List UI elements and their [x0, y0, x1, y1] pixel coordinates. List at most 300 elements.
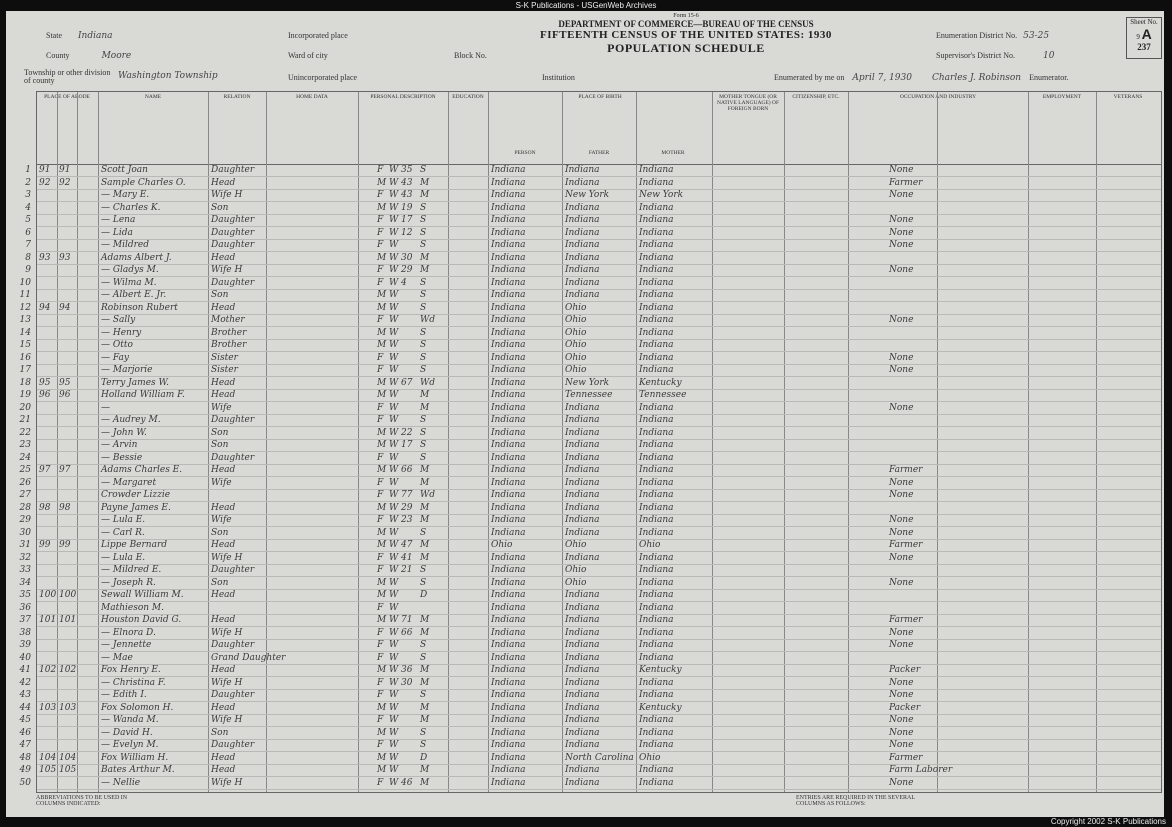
cell-rel: Head — [211, 177, 236, 188]
cell-name: Sample Charles O. — [101, 177, 186, 188]
cell-sex: M — [377, 177, 387, 188]
cell-name: — John W. — [101, 427, 147, 438]
cell-mbp: Indiana — [639, 465, 674, 475]
cell-sex: F — [377, 652, 384, 663]
cell-race: W — [389, 277, 399, 288]
table-row — [19, 639, 1161, 652]
cell-race: W — [389, 227, 399, 238]
cell-bp: Indiana — [491, 302, 526, 313]
table-row — [19, 414, 1161, 427]
cell-dw: 105 — [39, 765, 57, 775]
cell-sex: M — [377, 540, 387, 550]
copyright-footer: Copyright 2002 S-K Publications — [1050, 817, 1166, 826]
cell-rel: Head — [211, 665, 236, 675]
cell-ms: S — [420, 215, 427, 225]
cell-race: W — [389, 177, 399, 188]
cell-name: Holland William F. — [101, 390, 185, 400]
cell-fbp: Tennessee — [565, 390, 613, 400]
cell-mbp: Indiana — [639, 227, 674, 238]
cell-mbp: Indiana — [639, 277, 674, 288]
cell-mbp: Tennessee — [639, 390, 687, 400]
cell-ms: S — [420, 690, 427, 700]
cell-sex: M — [377, 765, 387, 775]
cell-ms: M — [420, 715, 430, 725]
cell-race: W — [389, 215, 399, 225]
cell-rel: Wife H — [211, 677, 243, 688]
cell-fbp: Indiana — [565, 527, 600, 538]
cell-bp: Indiana — [491, 240, 526, 250]
cell-rel: Wife H — [211, 777, 243, 788]
table-row — [19, 427, 1161, 440]
cell-bp: Indiana — [491, 577, 526, 588]
cell-occ: None — [889, 315, 914, 325]
cell-rel: Mother — [211, 315, 245, 325]
row-number: 38 — [19, 627, 31, 638]
cell-ms: S — [420, 427, 427, 438]
cell-occ: None — [889, 677, 914, 688]
cell-occ: None — [889, 490, 914, 500]
enumerator-name: Charles J. Robinson — [931, 73, 1022, 83]
cell-fam: 93 — [59, 252, 71, 263]
table-row — [19, 289, 1161, 302]
cell-fbp: Indiana — [565, 290, 600, 300]
cell-bp: Indiana — [491, 227, 526, 238]
cell-race: W — [389, 777, 399, 788]
cell-race: W — [389, 690, 399, 700]
sd-label: Supervisor's District No. — [936, 51, 1015, 60]
cell-sex: M — [377, 377, 387, 388]
table-row — [19, 614, 1161, 627]
row-number: 22 — [19, 427, 31, 438]
cell-name: — Margaret — [101, 477, 157, 488]
cell-fbp: Ohio — [565, 565, 587, 575]
table-row — [19, 677, 1161, 690]
table-row — [19, 477, 1161, 490]
cell-race: W — [389, 715, 399, 725]
cell-name: — Bessie — [101, 452, 143, 463]
cell-age: 30 — [401, 252, 413, 263]
cell-race: W — [389, 165, 399, 175]
cell-name: — Otto — [101, 340, 133, 350]
cell-fbp: Indiana — [565, 440, 600, 450]
census-sheet — [6, 11, 1164, 817]
cell-bp: Indiana — [491, 665, 526, 675]
cell-mbp: Indiana — [639, 577, 674, 588]
table-row — [19, 339, 1161, 352]
cell-ms: M — [420, 777, 430, 788]
cell-sex: F — [377, 490, 384, 500]
cell-occ: None — [889, 365, 914, 375]
cell-name: Fox Henry E. — [101, 665, 161, 675]
cell-mbp: Indiana — [639, 252, 674, 263]
cell-ms: D — [420, 590, 428, 600]
row-number: 43 — [19, 690, 31, 700]
cell-fbp: Indiana — [565, 765, 600, 775]
cell-name: — Joseph R. — [101, 577, 156, 588]
cell-bp: Indiana — [491, 627, 526, 638]
cell-rel: Grand Daughter — [211, 652, 286, 663]
cell-rel: Son — [211, 202, 229, 213]
cell-bp: Indiana — [491, 477, 526, 488]
cell-occ: None — [889, 777, 914, 788]
cell-sex: M — [377, 590, 387, 600]
cell-name: — Mae — [101, 652, 133, 663]
cell-fbp: North Carolina — [565, 752, 634, 763]
row-number: 41 — [19, 665, 31, 675]
cell-occ: None — [889, 627, 914, 638]
cell-fbp: Indiana — [565, 777, 600, 788]
cell-fbp: Indiana — [565, 627, 600, 638]
cell-ms: S — [420, 652, 427, 663]
cell-race: W — [389, 302, 399, 313]
cell-race: W — [389, 240, 399, 250]
county-value: Moore — [101, 51, 132, 61]
cell-dw: 100 — [39, 590, 57, 600]
cell-age: 17 — [401, 440, 413, 450]
cell-fbp: Ohio — [565, 327, 587, 338]
cell-race: W — [389, 265, 399, 275]
cell-occ: None — [889, 352, 914, 363]
cell-occ: None — [889, 727, 914, 738]
row-number: 16 — [19, 352, 31, 363]
cell-rel: Daughter — [211, 227, 255, 238]
cell-name: Crowder Lizzie — [101, 490, 171, 500]
table-row — [19, 514, 1161, 527]
cell-fbp: Indiana — [565, 615, 600, 625]
cell-occ: None — [889, 190, 914, 200]
cell-ms: S — [420, 227, 427, 238]
cell-occ: None — [889, 265, 914, 275]
table-row — [19, 527, 1161, 540]
cell-fam: 98 — [59, 502, 71, 513]
cell-name: Lippe Bernard — [101, 540, 168, 550]
cell-bp: Indiana — [491, 677, 526, 688]
cell-rel: Son — [211, 577, 229, 588]
cell-sex: F — [377, 602, 384, 613]
cell-sex: F — [377, 552, 384, 563]
cell-bp: Indiana — [491, 365, 526, 375]
cell-bp: Indiana — [491, 390, 526, 400]
cell-sex: F — [377, 715, 384, 725]
cell-fbp: New York — [565, 190, 610, 200]
cell-ms: D — [420, 752, 428, 763]
cell-sex: F — [377, 477, 384, 488]
cell-bp: Indiana — [491, 490, 526, 500]
table-row — [19, 689, 1161, 702]
cell-bp: Indiana — [491, 590, 526, 600]
cell-fbp: Ohio — [565, 340, 587, 350]
cell-sex: M — [377, 577, 387, 588]
cell-dw: 92 — [39, 177, 51, 188]
table-row — [19, 577, 1161, 590]
cell-name: Mathieson M. — [101, 602, 164, 613]
township-label: Township or other division of county — [24, 68, 111, 85]
row-number: 8 — [25, 252, 31, 263]
cell-age: 30 — [401, 677, 413, 688]
cell-bp: Indiana — [491, 740, 526, 750]
entries-note: ENTRIES ARE REQUIRED IN THE SEVERAL COLUMNS AS FOLLOWS: — [796, 795, 915, 807]
cell-fbp: Indiana — [565, 690, 600, 700]
cell-rel: Daughter — [211, 640, 255, 650]
row-number: 6 — [25, 227, 31, 238]
cell-name: — Lida — [101, 227, 133, 238]
cell-rel: Head — [211, 377, 236, 388]
cell-bp: Indiana — [491, 265, 526, 275]
cell-race: W — [389, 440, 399, 450]
cell-rel: Daughter — [211, 452, 255, 463]
cell-mbp: Indiana — [639, 215, 674, 225]
col-home-data: HOME DATA — [296, 94, 328, 100]
cell-fbp: Indiana — [565, 277, 600, 288]
cell-name: — Carl R. — [101, 527, 145, 538]
cell-bp: Indiana — [491, 277, 526, 288]
cell-fbp: Indiana — [565, 240, 600, 250]
row-number: 23 — [19, 440, 31, 450]
cell-ms: S — [420, 415, 427, 425]
cell-name: — Lena — [101, 215, 136, 225]
table-row — [19, 352, 1161, 365]
cell-name: — Fay — [101, 352, 129, 363]
col-birth-father: FATHER — [588, 150, 610, 156]
schedule-grid — [19, 91, 1162, 793]
cell-ms: S — [420, 640, 427, 650]
cell-sex: F — [377, 690, 384, 700]
row-number: 19 — [19, 390, 31, 400]
cell-ms: M — [420, 515, 430, 525]
cell-bp: Indiana — [491, 527, 526, 538]
cell-bp: Indiana — [491, 202, 526, 213]
table-row — [19, 714, 1161, 727]
cell-sex: M — [377, 252, 387, 263]
cell-bp: Indiana — [491, 565, 526, 575]
cell-rel: Daughter — [211, 215, 255, 225]
cell-fbp: Indiana — [565, 490, 600, 500]
cell-mbp: New York — [639, 190, 684, 200]
cell-mbp: Indiana — [639, 165, 674, 175]
cell-mbp: Indiana — [639, 677, 674, 688]
cell-name: — Jennette — [101, 640, 152, 650]
cell-mbp: Indiana — [639, 690, 674, 700]
table-row — [19, 327, 1161, 340]
cell-ms: M — [420, 465, 430, 475]
table-row — [25, 189, 1161, 202]
cell-fam: 102 — [59, 665, 77, 675]
cell-fam: 95 — [59, 377, 71, 388]
row-number: 45 — [19, 715, 31, 725]
row-number: 9 — [25, 265, 31, 275]
cell-name: — — [101, 402, 110, 413]
cell-occ: None — [889, 640, 914, 650]
cell-fbp: Indiana — [565, 227, 600, 238]
cell-mbp: Indiana — [639, 177, 674, 188]
cell-sex: F — [377, 277, 384, 288]
table-row — [19, 727, 1161, 740]
cell-ms: M — [420, 477, 430, 488]
form-title-block — [526, 13, 846, 56]
cell-sex: F — [377, 565, 384, 575]
cell-ms: M — [420, 665, 430, 675]
cell-race: W — [389, 552, 399, 563]
ed-field — [936, 31, 1049, 41]
cell-mbp: Indiana — [639, 352, 674, 363]
cell-mbp: Indiana — [639, 590, 674, 600]
enumerated-field — [774, 73, 1068, 83]
row-number: 29 — [19, 515, 31, 525]
cell-dw: 101 — [39, 615, 57, 625]
cell-race: W — [389, 352, 399, 363]
cell-age: 66 — [401, 627, 413, 638]
cell-name: Fox Solomon H. — [101, 702, 174, 713]
cell-name: Adams Albert J. — [101, 252, 172, 263]
cell-bp: Indiana — [491, 327, 526, 338]
cell-mbp: Ohio — [639, 752, 661, 763]
cell-age: 4 — [401, 277, 407, 288]
cell-age: 67 — [401, 377, 413, 388]
cell-rel: Son — [211, 290, 229, 300]
cell-ms: M — [420, 190, 430, 200]
cell-mbp: Indiana — [639, 265, 674, 275]
table-row — [19, 502, 1161, 515]
cell-name: — Elnora D. — [101, 627, 156, 638]
cell-dw: 96 — [39, 390, 51, 400]
cell-bp: Indiana — [491, 715, 526, 725]
ed-label: Enumeration District No. — [936, 31, 1018, 40]
row-number: 4 — [25, 202, 31, 213]
cell-name: — Edith I. — [101, 690, 147, 700]
cell-fbp: Indiana — [565, 465, 600, 475]
sheet-letter: A — [1141, 26, 1152, 42]
cell-occ: None — [889, 165, 914, 175]
cell-sex: M — [377, 302, 387, 313]
cell-name: — Sally — [101, 315, 136, 325]
table-row — [19, 489, 1161, 502]
row-number: 28 — [19, 502, 31, 513]
cell-age: 43 — [401, 177, 413, 188]
cell-ms: S — [420, 165, 427, 175]
cell-bp: Indiana — [491, 690, 526, 700]
cell-bp: Indiana — [491, 777, 526, 788]
cell-sex: M — [377, 752, 387, 763]
cell-rel: Head — [211, 465, 236, 475]
table-row — [19, 764, 1161, 777]
cell-bp: Indiana — [491, 402, 526, 413]
cell-race: W — [389, 515, 399, 525]
cell-age: 35 — [401, 165, 413, 175]
cell-occ: None — [889, 227, 914, 238]
cell-fbp: Indiana — [565, 477, 600, 488]
cell-race: W — [389, 427, 399, 438]
cell-name: — Mildred — [101, 240, 149, 250]
cell-race: W — [389, 502, 399, 513]
col-employment: EMPLOYMENT — [1042, 94, 1082, 100]
cell-race: W — [389, 615, 399, 625]
cell-occ: None — [889, 715, 914, 725]
cell-sex: F — [377, 640, 384, 650]
cell-sex: M — [377, 340, 387, 350]
cell-bp: Indiana — [491, 602, 526, 613]
cell-name: — Charles K. — [101, 202, 161, 213]
cell-mbp: Indiana — [639, 415, 674, 425]
enumerator-label: Enumerator. — [1029, 73, 1069, 82]
cell-fbp: Indiana — [565, 590, 600, 600]
cell-rel: Wife H — [211, 715, 243, 725]
cell-ms: M — [420, 390, 430, 400]
cell-occ: None — [889, 402, 914, 413]
cell-age: 12 — [401, 227, 413, 238]
cell-rel: Head — [211, 302, 236, 313]
table-row — [19, 589, 1161, 602]
cell-sex: M — [377, 502, 387, 513]
cell-mbp: Indiana — [639, 427, 674, 438]
cell-race: W — [389, 765, 399, 775]
cell-occ: None — [889, 552, 914, 563]
schedule-title: POPULATION SCHEDULE — [607, 41, 765, 55]
cell-ms: S — [420, 565, 427, 575]
cell-bp: Indiana — [491, 177, 526, 188]
cell-fam: 94 — [59, 302, 71, 313]
cell-sex: M — [377, 427, 387, 438]
cell-mbp: Indiana — [639, 777, 674, 788]
cell-rel: Wife H — [211, 552, 243, 563]
cell-name: — Audrey M. — [101, 415, 161, 425]
cell-ms: M — [420, 402, 430, 413]
cell-sex: M — [377, 465, 387, 475]
cell-rel: Wife H — [211, 627, 243, 638]
cell-ms: S — [420, 277, 427, 288]
table-row — [25, 214, 1161, 227]
table-row — [19, 777, 1161, 790]
cell-rel: Son — [211, 527, 229, 538]
cell-race: W — [389, 677, 399, 688]
row-number: 32 — [19, 552, 31, 563]
cell-bp: Indiana — [491, 415, 526, 425]
cell-ms: M — [420, 677, 430, 688]
cell-occ: None — [889, 215, 914, 225]
cell-fam: 101 — [59, 615, 77, 625]
cell-race: W — [389, 390, 399, 400]
cell-ms: S — [420, 440, 427, 450]
ward-label: Ward of city — [288, 51, 328, 60]
cell-age: 19 — [401, 202, 413, 213]
cell-sex: M — [377, 390, 387, 400]
cell-rel: Head — [211, 702, 236, 713]
cell-race: W — [389, 565, 399, 575]
county-field — [46, 51, 131, 61]
cell-race: W — [389, 315, 399, 325]
cell-name: — Marjorie — [101, 365, 153, 375]
table-row — [19, 377, 1161, 390]
cell-sex: M — [377, 440, 387, 450]
cell-bp: Indiana — [491, 440, 526, 450]
sd-field — [936, 51, 1054, 61]
cell-age: 66 — [401, 465, 413, 475]
cell-race: W — [389, 527, 399, 538]
cell-fbp: Indiana — [565, 702, 600, 713]
cell-rel: Sister — [211, 352, 238, 363]
col-relation: RELATION — [223, 94, 251, 100]
cell-race: W — [389, 665, 399, 675]
cell-ms: Wd — [420, 490, 436, 500]
cell-ms: Wd — [420, 377, 436, 388]
cell-mbp: Indiana — [639, 627, 674, 638]
institution-label: Institution — [542, 73, 575, 82]
table-row — [19, 314, 1161, 327]
table-row — [19, 452, 1161, 465]
cell-dw: 91 — [39, 165, 51, 175]
col-place-of-abode: PLACE OF ABODE — [44, 94, 90, 100]
cell-mbp: Indiana — [639, 452, 674, 463]
cell-bp: Indiana — [491, 252, 526, 263]
